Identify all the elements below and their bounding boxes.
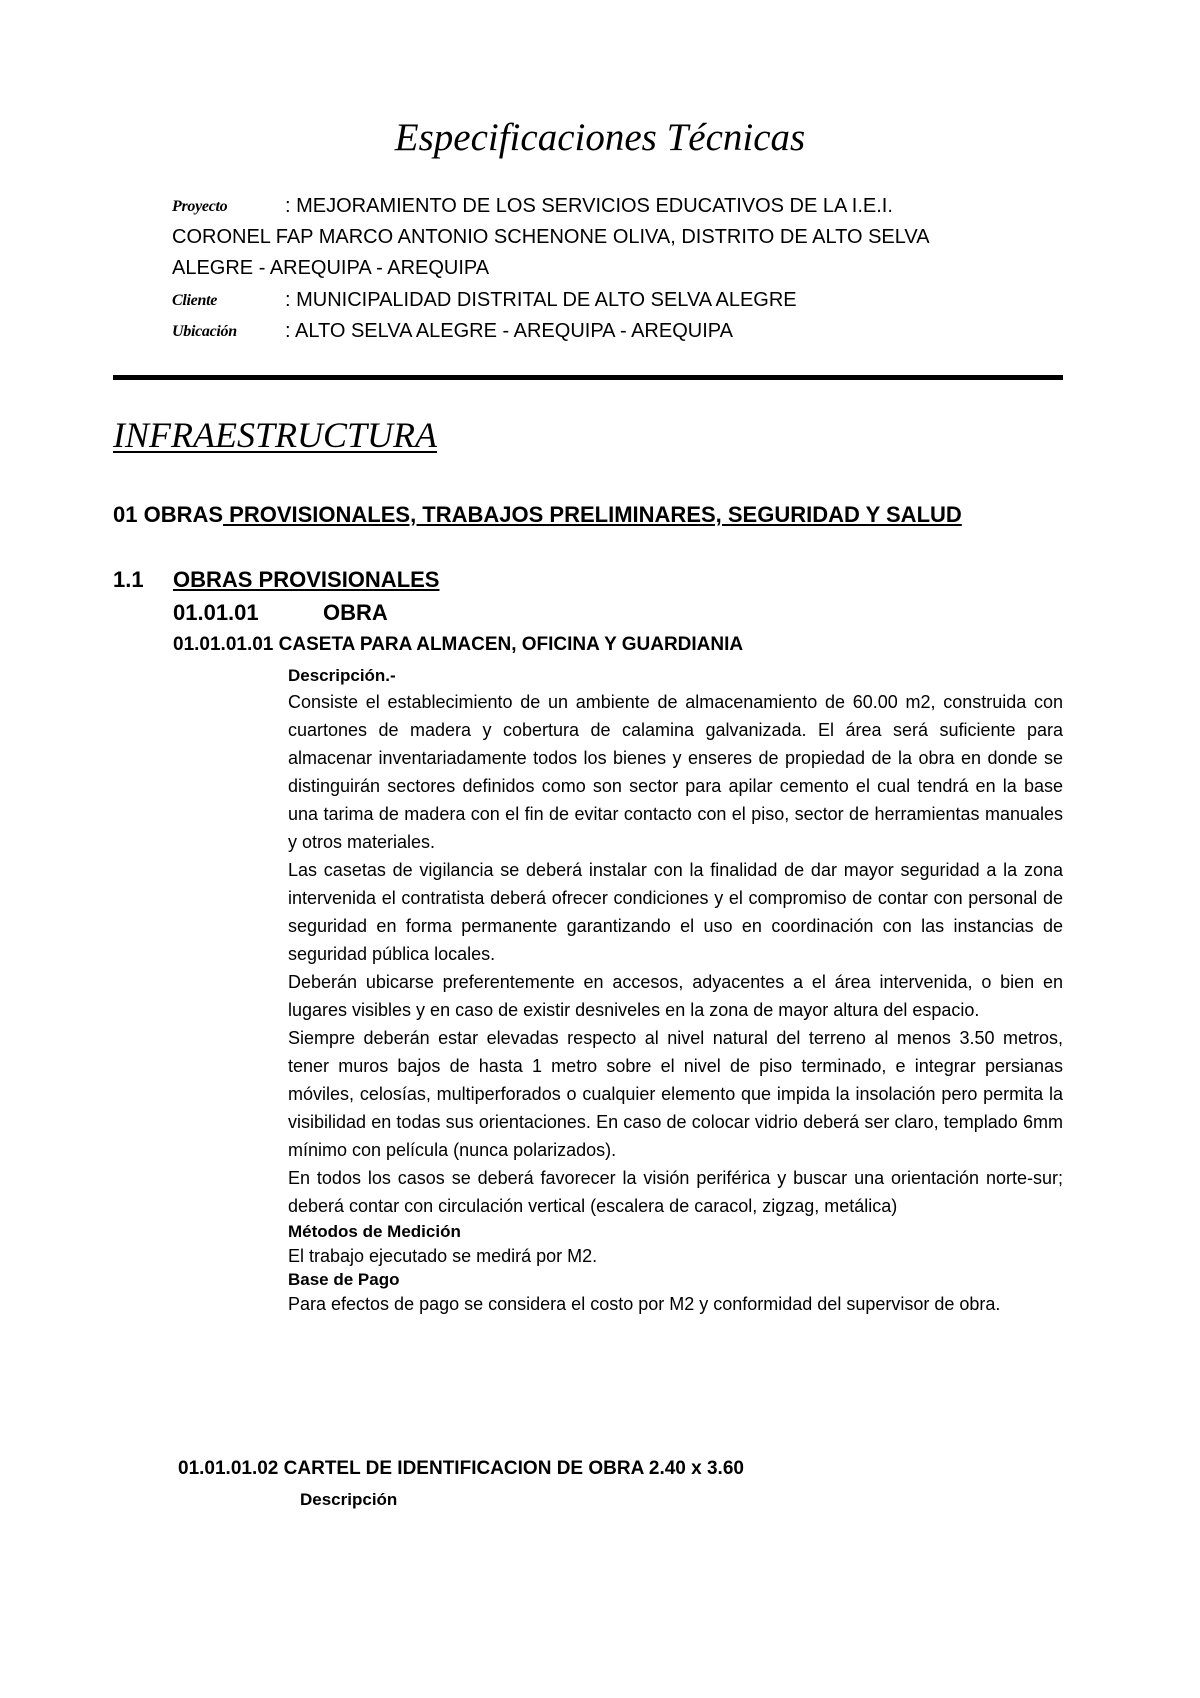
item1-body [288,664,1063,1316]
document-title: Especificaciones Técnicas [394,116,806,159]
item2-descripcion-label: Descripción [300,1490,398,1509]
heading-level3-number: 01.01.01 [173,600,259,625]
proyecto-value-line1: : MEJORAMIENTO DE LOS SERVICIOS EDUCATIVOS DE LA I.E.I. [285,195,893,217]
item1-paragraph: Siempre deberán estar elevadas respecto al nivel natural del terreno al menos 3.50 metros, tener muros bajos de hasta 1 metro sobre el nivel de piso terminado, e integrar persianas móviles, celosías, multiperforados o cualquier elemento que impida la insolación pero permita la visibilidad en todas sus orientaciones. En caso de colocar vidrio deberá ser claro, templado 6mm mínimo con película (nunca polarizados). [288,1028,1063,1160]
heading-level2-number: 1.1 [113,567,144,592]
item1-base-text: Para efectos de pago se considera el costo por M2 y conformidad del supervisor de obra. [288,1294,1001,1314]
heading-level2-title: OBRAS PROVISIONALES [173,567,440,592]
proyecto-value-line2: CORONEL FAP MARCO ANTONIO SCHENONE OLIVA, DISTRITO DE ALTO SELVA [172,226,930,248]
proyecto-label: Proyecto [172,198,228,215]
item1-paragraph: Las casetas de vigilancia se deberá instalar con la finalidad de dar mayor seguridad a la zona intervenida el contratista deberá ofrecer condiciones y el compromiso de contar con personal de seguridad en forma permanente garantizando el uso en coordinación con las instancias de seguridad pública locales. [288,860,1063,964]
item1-heading: 01.01.01.01 CASETA PARA ALMACEN, OFICINA Y GUARDIANIA [173,634,744,655]
item2-heading: 01.01.01.02 CARTEL DE IDENTIFICACION DE OBRA 2.40 x 3.60 [178,1458,744,1479]
item1-base-label: Base de Pago [288,1270,400,1289]
cliente-value: : MUNICIPALIDAD DISTRITAL DE ALTO SELVA ALEGRE [285,289,797,311]
heading-level1-prefix: 01 OBRAS [113,502,224,527]
proyecto-value-line3: ALEGRE - AREQUIPA - AREQUIPA [172,257,490,279]
section-title: INFRAESTRUCTURA [113,415,437,455]
item1-metodos-text: El trabajo ejecutado se medirá por M2. [288,1246,598,1266]
ubicacion-label: Ubicación [172,323,237,340]
header-divider [113,375,1063,380]
cliente-label: Cliente [172,292,218,309]
item1-paragraph: Consiste el establecimiento de un ambiente de almacenamiento de 60.00 m2, construida con cuartones de madera y cobertura de calamina galvanizada. El área será suficiente para almacenar inventariadamente todos los bienes y enseres de propiedad de la obra en donde se distinguirán sectores definidos como son sector para apilar cemento el cual tendrá en la base una tarima de madera con el fin de evitar contacto con el piso, sector de herramientas manuales y otros materiales. [288,692,1063,852]
item1-descripcion-label: Descripción.- [288,666,396,685]
item1-paragraph: En todos los casos se deberá favorecer la visión periférica y buscar una orientación norte-sur; deberá contar con circulación vertical (escalera de caracol, zigzag, metálica) [288,1168,1063,1216]
heading-level1 [113,500,962,530]
item1-metodos-label: Métodos de Medición [288,1222,461,1241]
heading-level3-title: OBRA [323,600,388,625]
heading-level1-title: PROVISIONALES, TRABAJOS PRELIMINARES, SEGURIDAD Y SALUD [223,502,962,527]
item1-paragraph: Deberán ubicarse preferentemente en accesos, adyacentes a el área intervenida, o bien en lugares visibles y en caso de existir desniveles en la zona de mayor altura del espacio. [288,972,1063,1020]
ubicacion-value: : ALTO SELVA ALEGRE - AREQUIPA - AREQUIPA [285,320,733,342]
